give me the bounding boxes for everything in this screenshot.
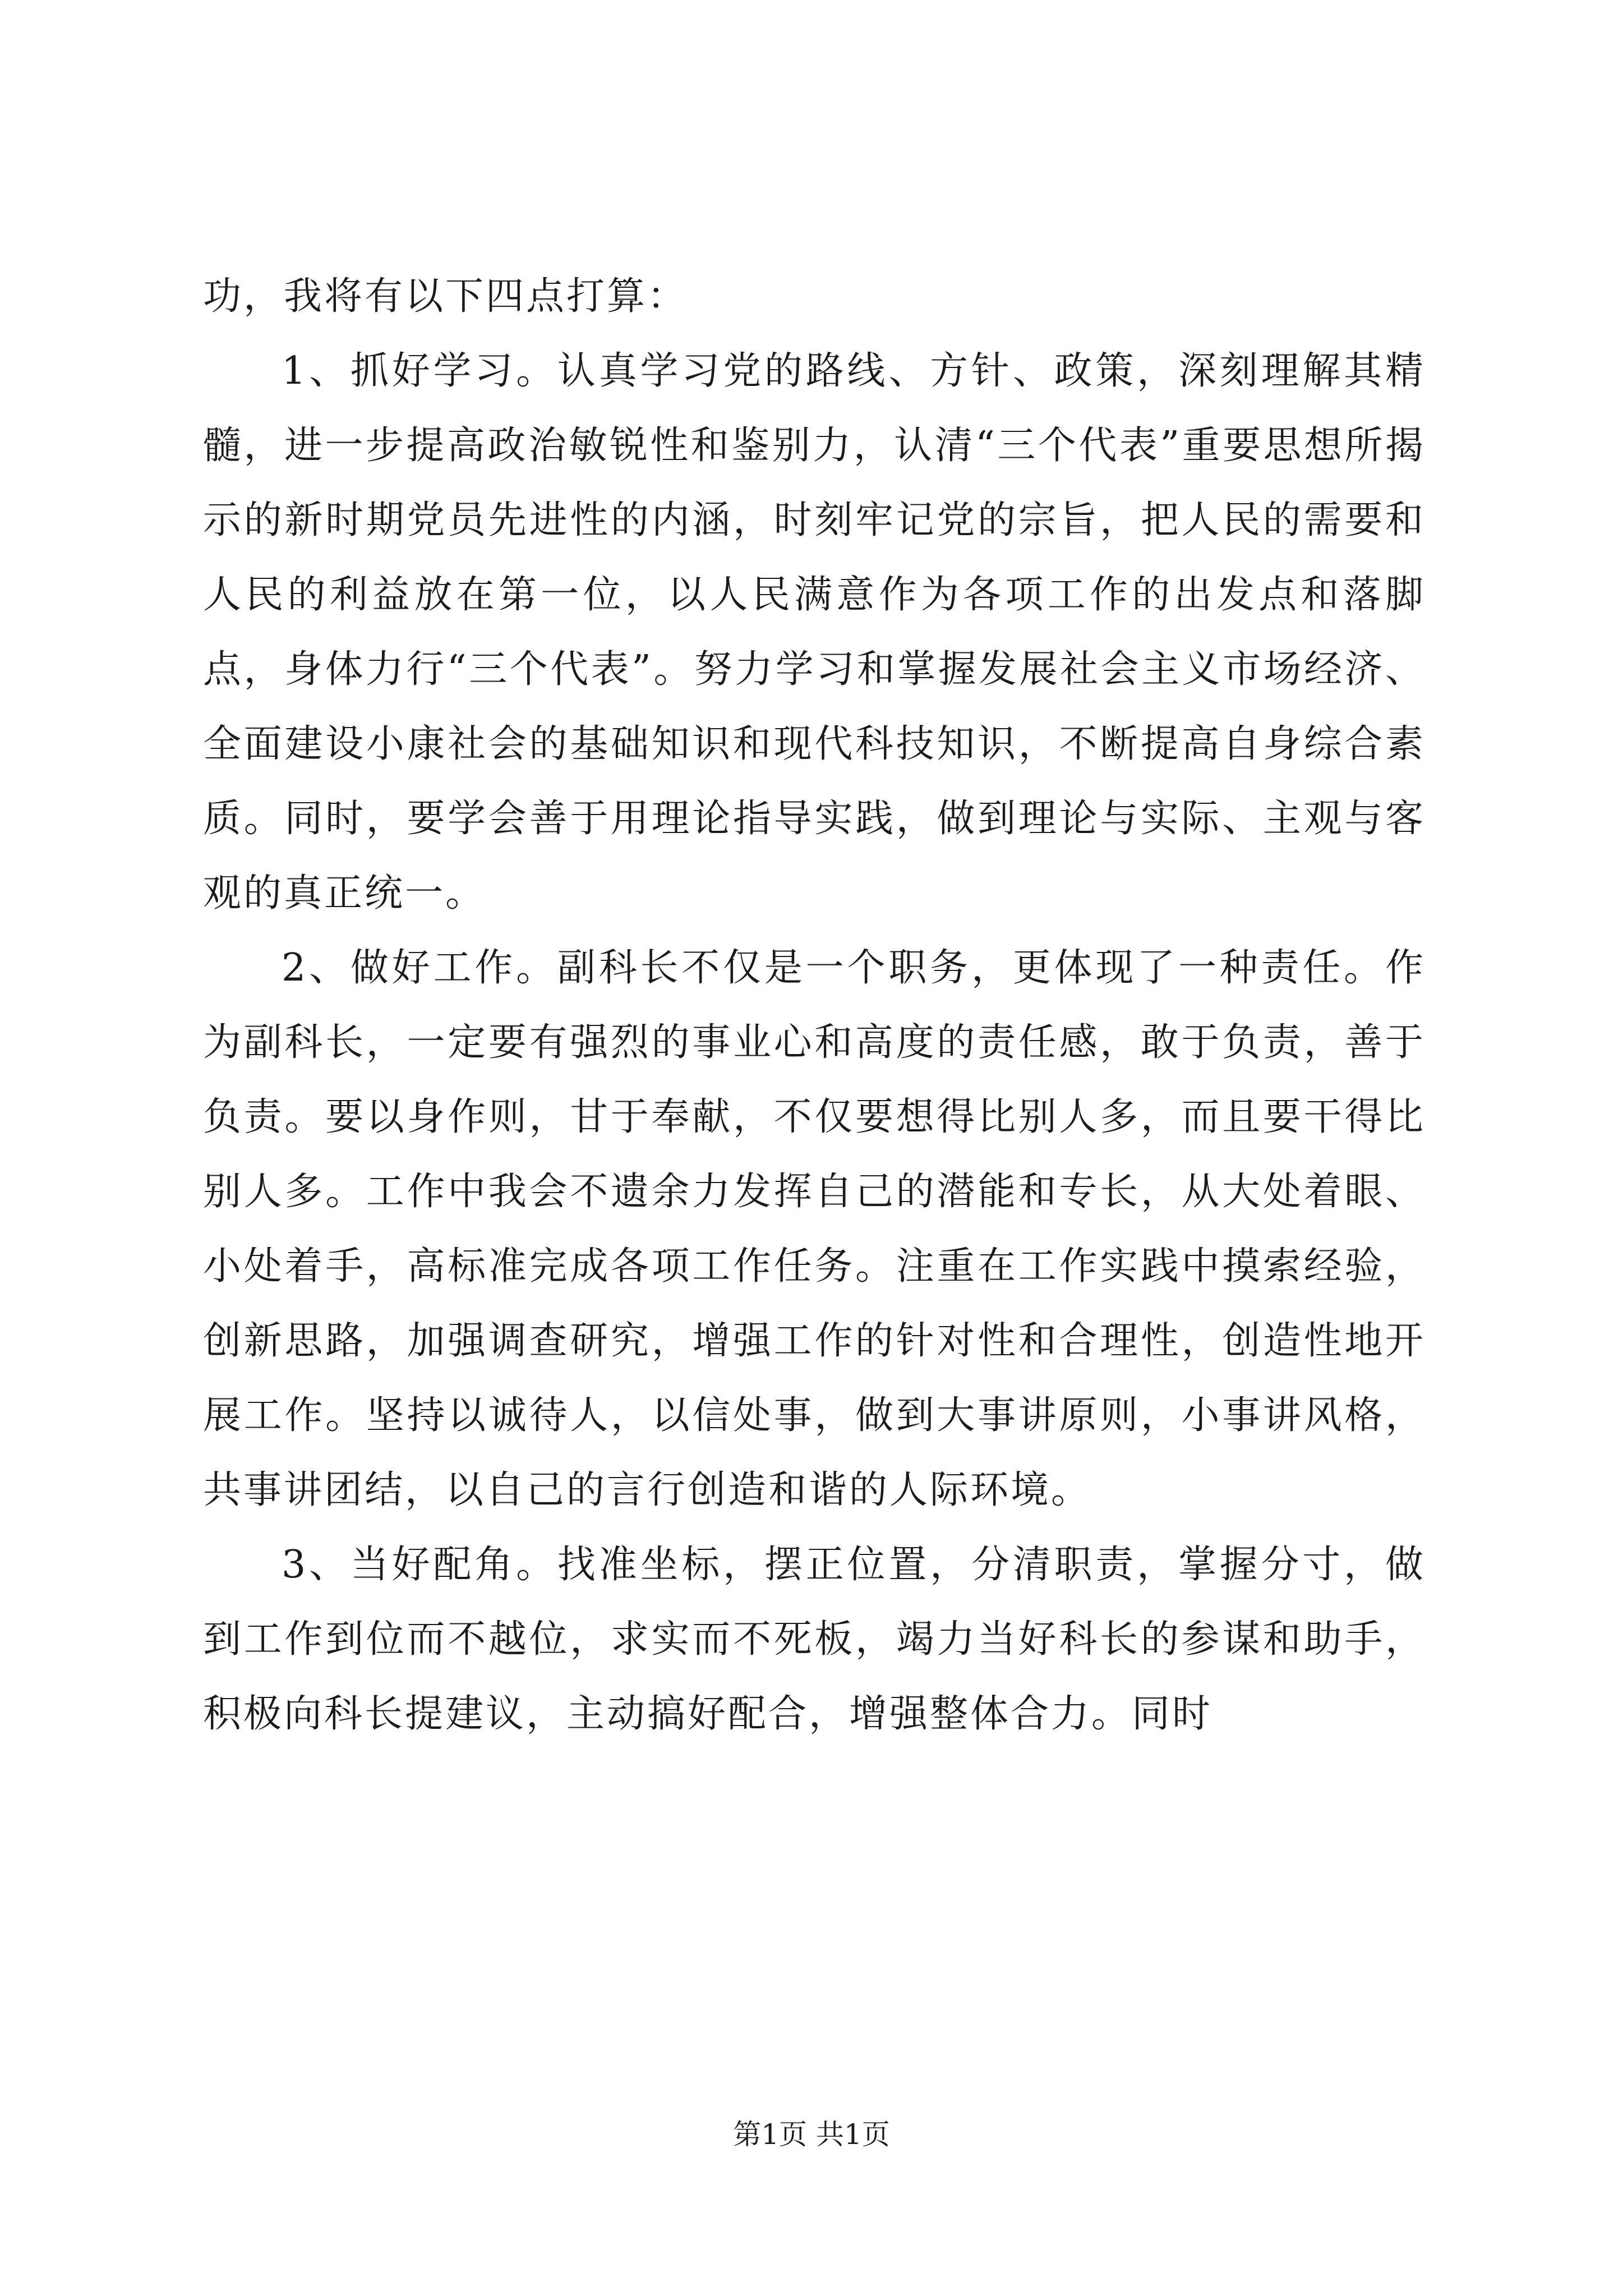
page-footer: 第1页 共1页 — [733, 2118, 890, 2151]
paragraph-study: 1、抓好学习。认真学习党的路线、方针、政策，深刻理解其精髓，进一步提高政治敏锐性和鉴别力，认清“三个代表”重要思想所揭示的新时期党员先进性的内涵，时刻牢记党的宗旨，把人民的需要和人民的利益放在第一位，以人民满意作为各项工作的出发点和落脚点，身体力行“三个代表”。努力学习和掌握发展社会主义市场经济、全面建设小康社会的基础知识和现代科技知识，不断提高自身综合素质。同时，要学会善于用理论指导实践，做到理论与实际、主观与客观的真正统一。 — [203, 349, 1426, 915]
paragraph-continuation: 功，我将有以下四点打算： — [203, 274, 688, 319]
paragraph-work: 2、做好工作。副科长不仅是一个职务，更体现了一种责任。作为副科长，一定要有强烈的事业心和高度的责任感，敢于负责，善于负责。要以身作则，甘于奉献，不仅要想得比别人多，而且要干得比别人多。工作中我会不遗余力发挥自己的潜能和专长，从大处着眼、小处着手，高标准完成各项工作任务。注重在工作实践中摸索经验，创新思路，加强调查研究，增强工作的针对性和合理性，创造性地开展工作。坚持以诚待人，以信处事，做到大事讲原则，小事讲风格，共事讲团结，以自己的言行创造和谐的人际环境。 — [203, 946, 1426, 1512]
paragraph-supporting-role: 3、当好配角。找准坐标，摆正位置，分清职责，掌握分寸，做到工作到位而不越位，求实而不死板，竭力当好科长的参谋和助手，积极向科长提建议，主动搞好配合，增强整体合力。同时 — [203, 1543, 1426, 1736]
document-body — [203, 259, 1426, 1751]
